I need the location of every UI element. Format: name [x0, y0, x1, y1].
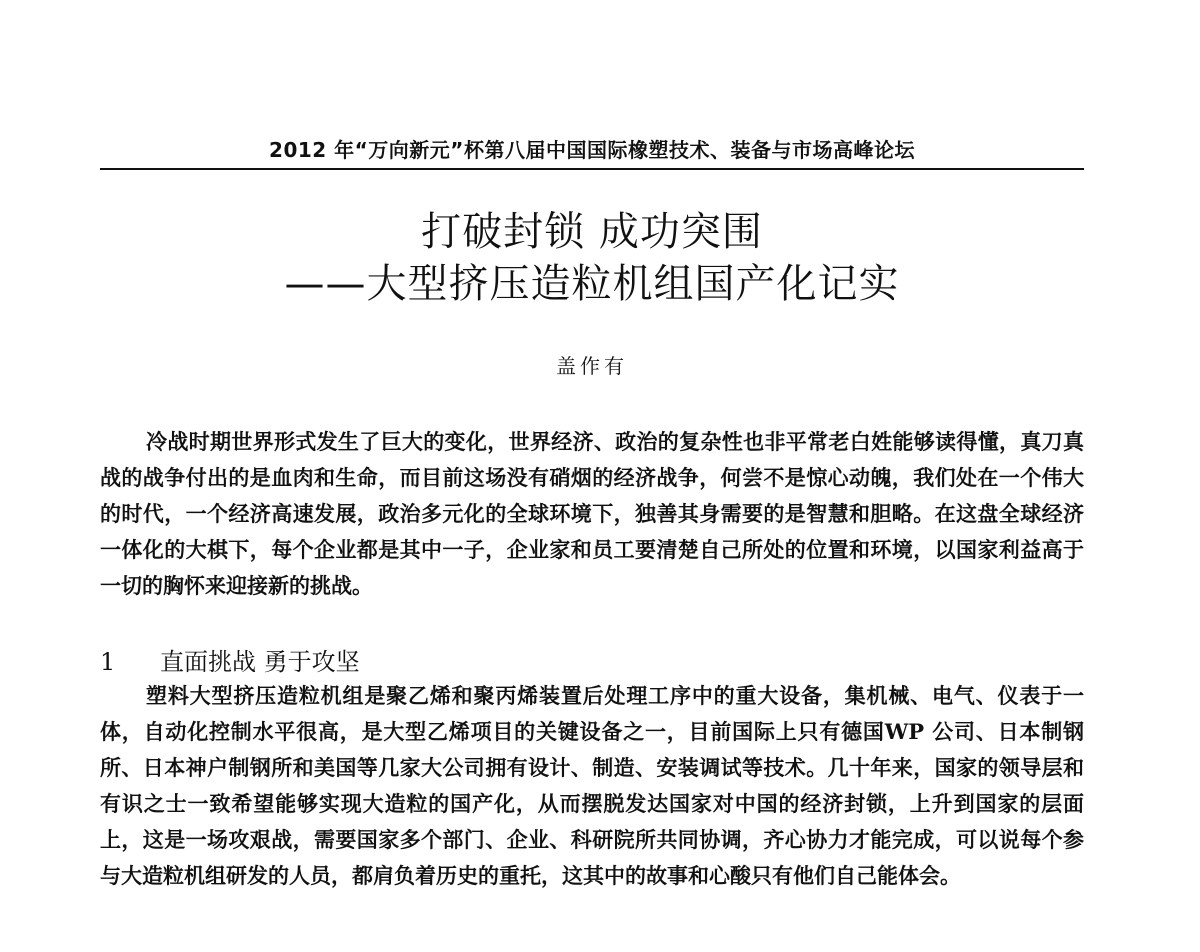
section-heading [100, 644, 360, 680]
intro-paragraph: 冷战时期世界形式发生了巨大的变化，世界经济、政治的复杂性也非平常老白姓能够读得懂，真刀真战的战争付出的是血肉和生命，而目前这场没有硝烟的经济战争，何尝不是惊心动魄，我们处在一个伟大的时代，一个经济高速发展，政治多元化的全球环境下，独善其身需要的是智慧和胆略。在这盘全球经济一体化的大棋下，每个企业都是其中一子，企业家和员工要清楚自己所处的位置和环境，以国家利益高于一切的胸怀来迎接新的挑战。 [100, 429, 1084, 598]
article-subtitle: ——大型挤压造粒机组国产化记实 [284, 261, 900, 307]
author-name: 盖作有 [556, 354, 628, 378]
running-header: 2012 年“万向新元”杯第八届中国国际橡塑技术、装备与市场高峰论坛 [269, 138, 915, 162]
section-number: 1 [100, 648, 116, 676]
header-rule [100, 168, 1084, 170]
article-title: 打破封锁 成功突围 [421, 209, 763, 255]
section-title: 直面挑战 勇于攻坚 [160, 648, 360, 676]
section-paragraph: 塑料大型挤压造粒机组是聚乙烯和聚丙烯装置后处理工序中的重大设备，集机械、电气、仪表于一体，自动化控制水平很高，是大型乙烯项目的关键设备之一，目前国际上只有德国WP 公司、日本制钢所、日本神户制钢所和美国等几家大公司拥有设计、制造、安装调试等技术。几十年来，国家的领导层和有识之士一致希望能够实现大造粒的国产化，从而摆脱发达国家对中国的经济封锁，上升到国家的层面上，这是一场攻艰战，需要国家多个部门、企业、科研院所共同协调，齐心协力才能完成，可以说每个参与大造粒机组研发的人员，都肩负着历史的重托，这其中的故事和心酸只有他们自己能体会。 [100, 683, 1084, 888]
